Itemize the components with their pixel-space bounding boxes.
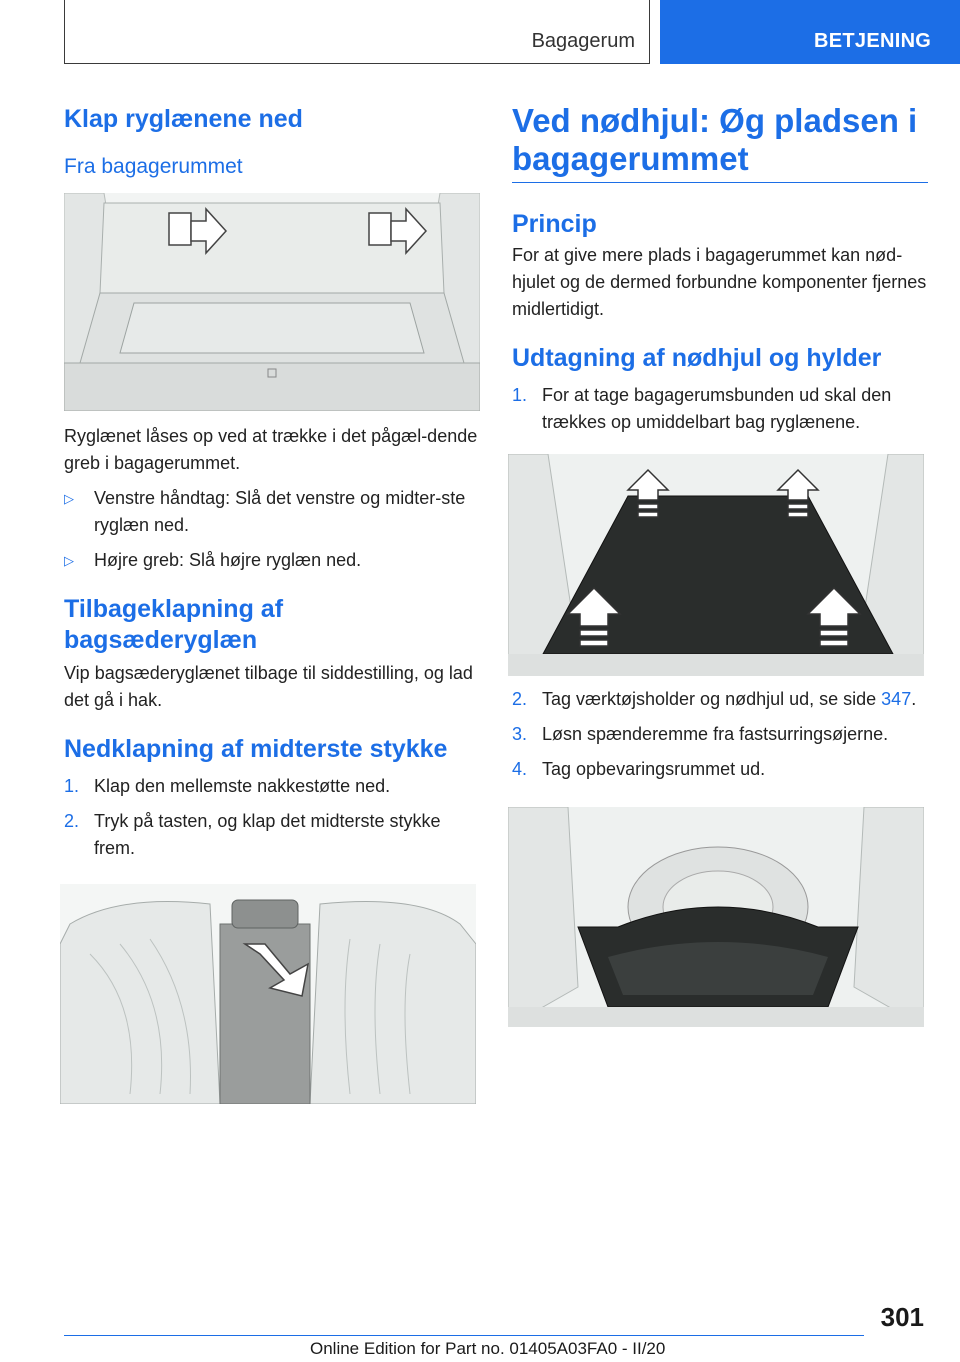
heading-middle-section: Nedklapning af midterste stykke <box>64 735 448 763</box>
step-text: Klap den mellemste nakkestøtte ned. <box>94 776 391 796</box>
bullet-list <box>64 485 480 574</box>
paragraph-principle: For at give mere plads i bagagerummet kan nød-hjulet og de dermed forbundne komponenter fjernes midlertidigt. <box>512 245 927 319</box>
step-item <box>512 382 928 436</box>
step-item <box>512 756 928 783</box>
page-number: 301 <box>880 1302 924 1332</box>
step-text-part: Tag værktøjsholder og nødhjul ud, se side <box>542 689 882 709</box>
header-box <box>64 0 650 64</box>
right-column <box>512 98 928 1027</box>
left-column <box>64 98 480 1104</box>
page-reference-link[interactable]: 347 <box>881 689 912 709</box>
heading-fold-back: Tilbageklapning af bagsæderyglæn <box>64 595 284 654</box>
triangle-bullet-icon: ▷ <box>64 491 74 506</box>
header-section-title: Bagagerum <box>531 30 635 52</box>
step-text: For at tage bagagerumsbunden ud skal den trækkes op umiddelbart bag ryglænene. <box>542 385 892 432</box>
steps-middle <box>64 773 480 862</box>
paragraph-fold-back: Vip bagsæderyglænet tilbage til siddestilling, og lad det gå i hak. <box>64 663 473 710</box>
step-number: 1. <box>64 776 80 796</box>
paragraph-release: Ryglænet låses op ved at trække i det pågæl-dende greb i bagagerummet. <box>64 426 478 473</box>
heading-remove-spare: Udtagning af nødhjul og hylder <box>512 344 882 372</box>
bullet-item <box>64 485 480 539</box>
step-item <box>64 773 480 800</box>
illustration-lift-floor <box>508 454 924 676</box>
heading-increase-space: Ved nødhjul: Øg pladsen i bagagerummet <box>512 102 928 183</box>
step-text: Tag opbevaringsrummet ud. <box>542 759 766 779</box>
step-item <box>512 686 928 713</box>
subheading-from-trunk: Fra bagagerummet <box>64 155 243 178</box>
illustration-rear-seat-middle <box>60 884 476 1104</box>
bullet-item <box>64 547 480 574</box>
triangle-bullet-icon: ▷ <box>64 553 74 568</box>
step-item <box>64 808 480 862</box>
footer-divider <box>64 1335 864 1336</box>
illustration-trunk-release-handles <box>64 193 480 411</box>
step-number: 2. <box>512 689 528 709</box>
header-chapter-tab[interactable]: BETJENING <box>660 0 960 64</box>
heading-fold-down: Klap ryglænene ned <box>64 105 303 133</box>
step-number: 4. <box>512 759 528 779</box>
step-number: 3. <box>512 724 528 744</box>
footer-edition: Online Edition for Part no. 01405A03FA0 - II/20 <box>310 1339 666 1358</box>
illustration-storage-compartment <box>508 807 924 1027</box>
bullet-text: Højre greb: Slå højre ryglæn ned. <box>94 550 362 570</box>
step-text: Tryk på tasten, og klap det midterste stykke frem. <box>94 811 441 858</box>
step-item <box>512 721 928 748</box>
step-text-part: . <box>911 689 917 709</box>
steps-remove-2 <box>512 686 928 783</box>
step-number: 1. <box>512 385 528 405</box>
step-number: 2. <box>64 811 80 831</box>
steps-remove-1 <box>512 382 928 436</box>
step-text <box>542 686 916 713</box>
bullet-text: Venstre håndtag: Slå det venstre og midter-ste ryglæn ned. <box>94 488 466 535</box>
heading-principle: Princip <box>512 210 597 238</box>
step-text: Løsn spænderemme fra fastsurringsøjerne. <box>542 724 889 744</box>
